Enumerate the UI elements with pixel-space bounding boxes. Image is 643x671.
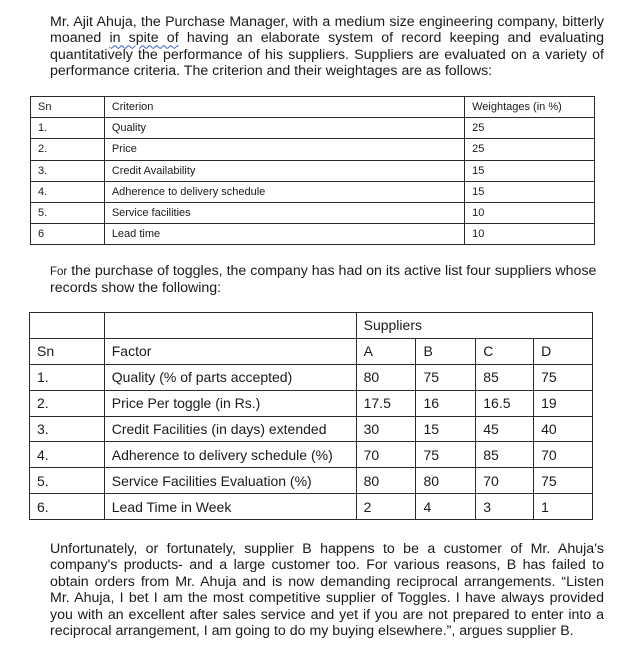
- table-row: [30, 364, 593, 390]
- row-sn: 6: [31, 224, 105, 245]
- row-sn: 3.: [31, 160, 105, 181]
- suppliers-intro-text: the purchase of toggles, the company has had on its active list four suppliers whose records show the following:: [50, 263, 597, 297]
- suppliers-group-header-row: [30, 313, 593, 339]
- row-criterion: Service facilities: [104, 202, 464, 223]
- row-criterion: Credit Availability: [104, 160, 464, 181]
- table-row: [30, 494, 593, 520]
- row-sn: 4.: [30, 442, 105, 468]
- cell-supplier-a: 30: [356, 416, 416, 442]
- row-sn: 3.: [30, 416, 105, 442]
- closing-paragraph: Unfortunately, or fortunately, supplier B happens to be a customer of Mr. Ahuja's company's products- and a large customer too. For various reasons, B has failed to obtain orders from Mr. Ahuja and is now demanding reciprocal arrangements. “Listen Mr. Ahuja, I bet I am the most competitive supplier of Toggles. I have always provided you with an excellent after sales service and yet if you are not prepared to enter into a reciprocal arrangement, I am going to do my buying elsewhere.”, argues supplier B.: [50, 541, 604, 640]
- cell-supplier-c: 3: [476, 494, 534, 520]
- cell-supplier-b: 75: [416, 364, 476, 390]
- row-criterion: Lead time: [104, 224, 464, 245]
- row-criterion: Adherence to delivery schedule: [104, 181, 464, 202]
- table-header-row: [30, 338, 593, 364]
- row-sn: 4.: [31, 181, 105, 202]
- cell-supplier-b: 80: [416, 468, 476, 494]
- row-factor: Credit Facilities (in days) extended: [104, 416, 356, 442]
- cell-supplier-c: 85: [476, 364, 534, 390]
- row-sn: 6.: [30, 494, 105, 520]
- header-criterion: Criterion: [104, 97, 464, 118]
- cell-supplier-d: 1: [534, 494, 593, 520]
- row-weightage: 25: [465, 118, 595, 139]
- cell-supplier-a: 80: [356, 364, 416, 390]
- table-row: [30, 416, 593, 442]
- header-supplier-d: D: [534, 338, 593, 364]
- cell-supplier-c: 70: [476, 468, 534, 494]
- row-sn: 1.: [31, 118, 105, 139]
- row-sn: 1.: [30, 364, 105, 390]
- row-weightage: 15: [465, 181, 595, 202]
- cell-supplier-d: 19: [534, 390, 593, 416]
- cell-supplier-a: 70: [356, 442, 416, 468]
- header-supplier-c: C: [476, 338, 534, 364]
- cell-supplier-a: 2: [356, 494, 416, 520]
- intro-text-end: having an elaborate system of record keeping and evaluating quantitatively the performance of his suppliers. Suppliers are evaluated on a variety of performance criteria. The criterion and their weightages are as follows:: [50, 30, 604, 80]
- row-factor: Lead Time in Week: [104, 494, 356, 520]
- row-factor: Quality (% of parts accepted): [104, 364, 356, 390]
- cell-supplier-a: 17.5: [356, 390, 416, 416]
- table-row: [31, 224, 595, 245]
- table-row: [31, 202, 595, 223]
- row-criterion: Quality: [104, 118, 464, 139]
- row-sn: 2.: [31, 139, 105, 160]
- cell-supplier-b: 15: [416, 416, 476, 442]
- row-sn: 5.: [31, 202, 105, 223]
- intro-text-start: Mr. Ajit Ahuja, the Purchase Manager, with a medium size engineering company, bitterly moaned: [50, 14, 604, 47]
- header-weightage: Weightages (in %): [465, 97, 595, 118]
- table-row: [30, 468, 593, 494]
- header-supplier-a: A: [356, 338, 416, 364]
- header-blank-sn: [30, 313, 105, 339]
- header-sn: Sn: [31, 97, 105, 118]
- row-weightage: 15: [465, 160, 595, 181]
- suppliers-intro-paragraph: [50, 263, 604, 297]
- table-row: [30, 390, 593, 416]
- intro-paragraph: [50, 14, 604, 80]
- table-header-row: [31, 97, 595, 118]
- table-row: [31, 160, 595, 181]
- row-sn: 5.: [30, 468, 105, 494]
- cell-supplier-d: 70: [534, 442, 593, 468]
- cell-supplier-b: 4: [416, 494, 476, 520]
- spellcheck-flagged-phrase: in spite of: [109, 30, 179, 47]
- cell-supplier-b: 16: [416, 390, 476, 416]
- row-factor: Service Facilities Evaluation (%): [104, 468, 356, 494]
- header-factor: Factor: [104, 338, 356, 364]
- row-factor: Adherence to delivery schedule (%): [104, 442, 356, 468]
- table-row: [31, 139, 595, 160]
- header-sn: Sn: [30, 338, 105, 364]
- criteria-weightage-table: [30, 96, 595, 245]
- row-criterion: Price: [104, 139, 464, 160]
- row-factor: Price Per toggle (in Rs.): [104, 390, 356, 416]
- cell-supplier-b: 75: [416, 442, 476, 468]
- row-weightage: 10: [465, 202, 595, 223]
- header-blank-factor: [104, 313, 356, 339]
- row-weightage: 10: [465, 224, 595, 245]
- cell-supplier-d: 75: [534, 364, 593, 390]
- supplier-performance-table: [29, 312, 593, 520]
- cell-supplier-d: 75: [534, 468, 593, 494]
- table-row: [31, 118, 595, 139]
- cell-supplier-d: 40: [534, 416, 593, 442]
- suppliers-intro-lead: For: [50, 266, 68, 278]
- header-suppliers: Suppliers: [356, 313, 592, 339]
- table-row: [31, 181, 595, 202]
- cell-supplier-c: 16.5: [476, 390, 534, 416]
- row-weightage: 25: [465, 139, 595, 160]
- header-supplier-b: B: [416, 338, 476, 364]
- table-row: [30, 442, 593, 468]
- cell-supplier-c: 45: [476, 416, 534, 442]
- cell-supplier-c: 85: [476, 442, 534, 468]
- row-sn: 2.: [30, 390, 105, 416]
- cell-supplier-a: 80: [356, 468, 416, 494]
